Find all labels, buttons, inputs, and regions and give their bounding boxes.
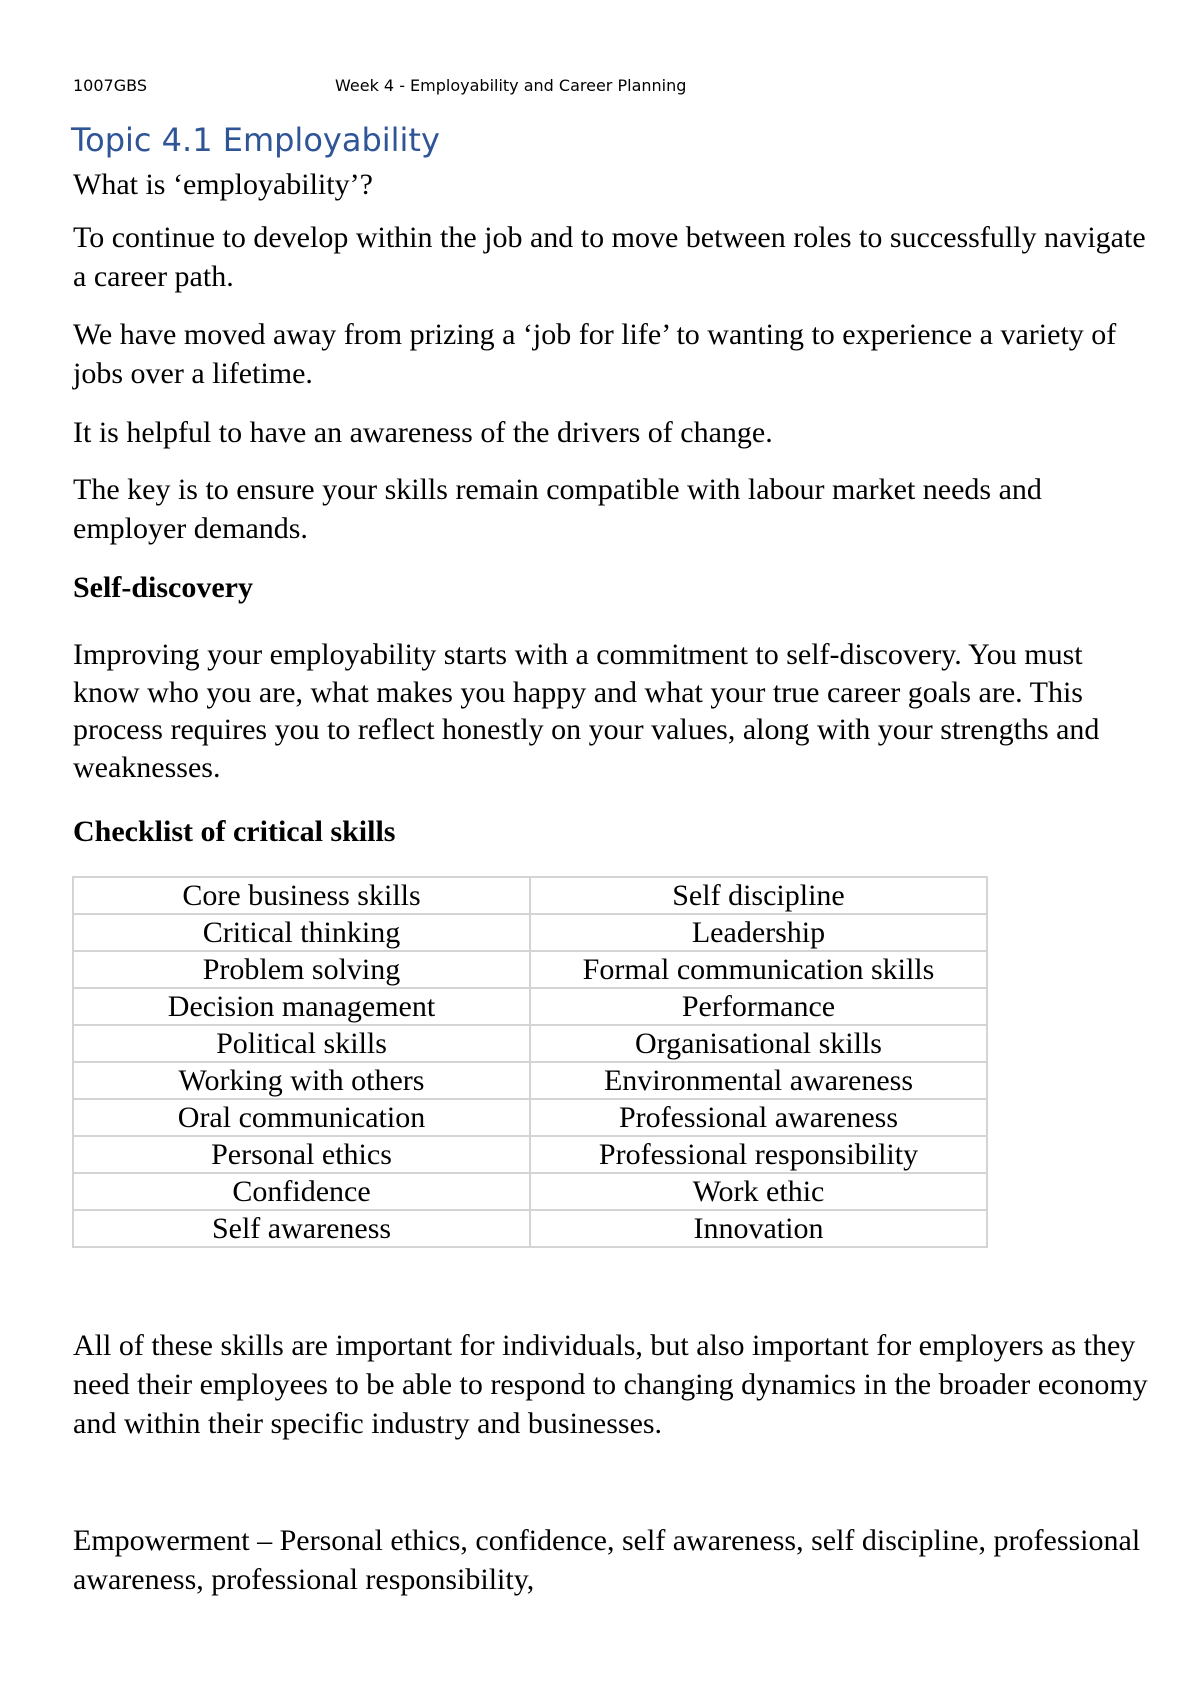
- empowerment-paragraph: Empowerment – Personal ethics, confidence, self awareness, self discipline, professional awareness, professional responsibility,: [73, 1524, 1141, 1596]
- skill-cell: Personal ethics: [73, 1136, 530, 1173]
- paragraph-job-for-life: We have moved away from prizing a ‘job for life’ to wanting to experience a variety of jobs over a lifetime.: [73, 318, 1117, 390]
- course-code: 1007GBS: [73, 76, 147, 95]
- skill-cell: Leadership: [530, 914, 987, 951]
- table-row: [73, 1173, 987, 1210]
- topic-heading: Topic 4.1 Employability: [71, 121, 440, 159]
- week-title: Week 4 - Employability and Career Planning: [335, 76, 687, 95]
- skill-cell: Professional awareness: [530, 1099, 987, 1136]
- skill-cell: Self awareness: [73, 1210, 530, 1247]
- skill-cell: Problem solving: [73, 951, 530, 988]
- skill-cell: Professional responsibility: [530, 1136, 987, 1173]
- self-discovery-text: Improving your employability starts with a commitment to self-discovery. You must know who you are, what makes you happy and what your true career goals are. This process requires you to reflect honestly on your values, along with your strengths and weaknesses.: [73, 638, 1100, 784]
- skill-cell: Organisational skills: [530, 1025, 987, 1062]
- skill-cell: Performance: [530, 988, 987, 1025]
- skill-cell: Oral communication: [73, 1099, 530, 1136]
- skills-table: [72, 876, 988, 1248]
- skill-cell: Environmental awareness: [530, 1062, 987, 1099]
- table-row: [73, 1210, 987, 1247]
- table-row: [73, 951, 987, 988]
- skill-cell: Critical thinking: [73, 914, 530, 951]
- skill-cell: Work ethic: [530, 1173, 987, 1210]
- summary-paragraph: All of these skills are important for individuals, but also important for employers as they need their employees to be able to respond to changing dynamics in the broader economy and within their specific industry and businesses.: [73, 1329, 1148, 1440]
- table-row: [73, 914, 987, 951]
- table-row: [73, 1025, 987, 1062]
- question-text: What is ‘employability’?: [73, 168, 373, 201]
- table-row: [73, 1099, 987, 1136]
- skill-cell: Core business skills: [73, 877, 530, 914]
- skill-cell: Innovation: [530, 1210, 987, 1247]
- table-row: [73, 988, 987, 1025]
- skill-cell: Decision management: [73, 988, 530, 1025]
- skill-cell: Political skills: [73, 1025, 530, 1062]
- table-row: [73, 1136, 987, 1173]
- table-row: [73, 877, 987, 914]
- skill-cell: Confidence: [73, 1173, 530, 1210]
- paragraph-drivers: It is helpful to have an awareness of the drivers of change.: [73, 416, 773, 449]
- paragraph-definition: To continue to develop within the job and to move between roles to successfully navigate a career path.: [73, 221, 1146, 293]
- skill-cell: Working with others: [73, 1062, 530, 1099]
- skill-cell: Formal communication skills: [530, 951, 987, 988]
- checklist-heading: Checklist of critical skills: [73, 815, 396, 848]
- self-discovery-heading: Self-discovery: [73, 571, 253, 604]
- table-row: [73, 1062, 987, 1099]
- skill-cell: Self discipline: [530, 877, 987, 914]
- paragraph-key: The key is to ensure your skills remain compatible with labour market needs and employer demands.: [73, 473, 1042, 545]
